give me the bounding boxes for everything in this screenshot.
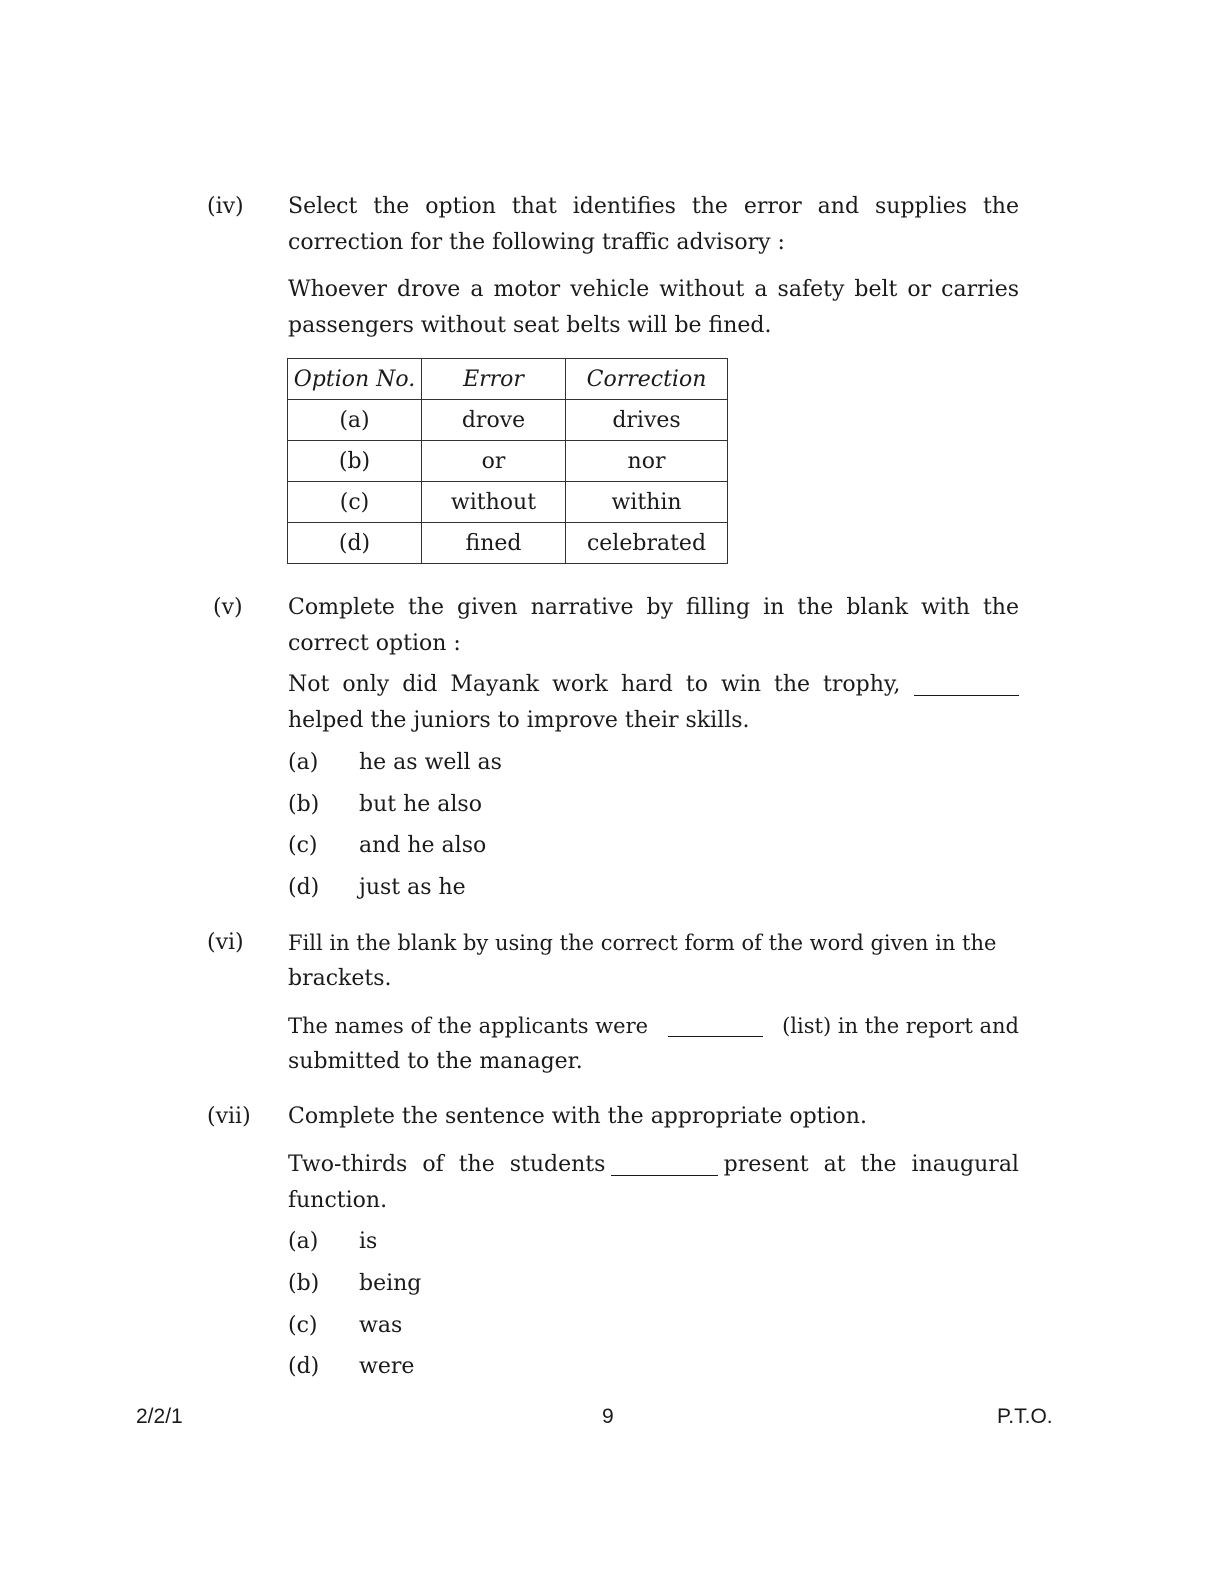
question-number: (iv) — [207, 194, 244, 219]
option-label: (b) — [288, 792, 320, 817]
option-text: was — [359, 1313, 403, 1338]
table-cell: drove — [422, 400, 566, 441]
question-number: (vii) — [207, 1104, 251, 1129]
table-cell: celebrated — [566, 523, 728, 564]
option-text: he as well as — [359, 750, 502, 775]
question-prompt: Select the option that identifies the error and supplies the — [288, 194, 1019, 219]
table-cell: (b) — [288, 441, 422, 482]
paper-code: 2/2/1 — [136, 1405, 183, 1428]
option-label: (b) — [288, 1271, 320, 1296]
table-cell: drives — [566, 400, 728, 441]
question-prompt: Complete the given narrative by filling in the blank with the — [288, 595, 1019, 620]
column-header: Option No. — [288, 359, 422, 400]
table-cell: (d) — [288, 523, 422, 564]
please-turn-over: P.T.O. — [997, 1405, 1053, 1428]
answer-blank — [914, 677, 1019, 696]
passage-text: (list) in the report and — [782, 1014, 1019, 1038]
table-row — [288, 523, 728, 564]
passage-text: Not only did Mayank work hard to win the trophy, — [288, 672, 901, 697]
answer-blank — [611, 1157, 718, 1176]
question-passage: function. — [288, 1188, 388, 1213]
question-passage — [288, 1147, 1019, 1183]
question-prompt: brackets. — [288, 966, 392, 991]
table-cell: (c) — [288, 482, 422, 523]
question-passage: helped the juniors to improve their skills. — [288, 708, 750, 733]
table-cell: fined — [422, 523, 566, 564]
answer-blank — [668, 1018, 763, 1037]
question-passage — [288, 1008, 1019, 1044]
question-prompt: correct option : — [288, 631, 461, 656]
table-cell: within — [566, 482, 728, 523]
question-passage: submitted to the manager. — [288, 1049, 583, 1074]
option-text: just as he — [359, 875, 466, 900]
question-number: (vi) — [207, 930, 244, 955]
table-row — [288, 441, 728, 482]
table-cell: (a) — [288, 400, 422, 441]
passage-text: Two-thirds of the students — [288, 1152, 606, 1177]
passage-text: present at the inaugural — [723, 1152, 1019, 1177]
table-row — [288, 482, 728, 523]
option-text: being — [359, 1271, 422, 1296]
option-label: (c) — [288, 1313, 318, 1338]
table-row — [288, 400, 728, 441]
passage-text: The names of the applicants were — [288, 1014, 649, 1038]
option-label: (a) — [288, 1229, 319, 1254]
column-header: Error — [422, 359, 566, 400]
question-prompt: Complete the sentence with the appropriate option. — [288, 1104, 867, 1129]
table-header-row — [288, 359, 728, 400]
option-text: and he also — [359, 833, 487, 858]
option-text: were — [359, 1354, 415, 1379]
column-header: Correction — [566, 359, 728, 400]
question-passage: Whoever drove a motor vehicle without a safety belt or carries — [288, 277, 1019, 302]
page-number: 9 — [602, 1405, 614, 1428]
question-passage: passengers without seat belts will be fined. — [288, 313, 772, 338]
option-text: is — [359, 1229, 378, 1254]
option-text: but he also — [359, 792, 482, 817]
table-cell: without — [422, 482, 566, 523]
question-prompt: Fill in the blank by using the correct form of the word given in the — [288, 931, 997, 955]
question-prompt: correction for the following traffic advisory : — [288, 230, 785, 255]
question-number: (v) — [213, 595, 243, 620]
table-cell: or — [422, 441, 566, 482]
option-label: (c) — [288, 833, 318, 858]
question-passage — [288, 667, 1019, 703]
option-label: (a) — [288, 750, 319, 775]
option-label: (d) — [288, 1354, 320, 1379]
table-cell: nor — [566, 441, 728, 482]
options-table — [287, 358, 728, 564]
option-label: (d) — [288, 875, 320, 900]
